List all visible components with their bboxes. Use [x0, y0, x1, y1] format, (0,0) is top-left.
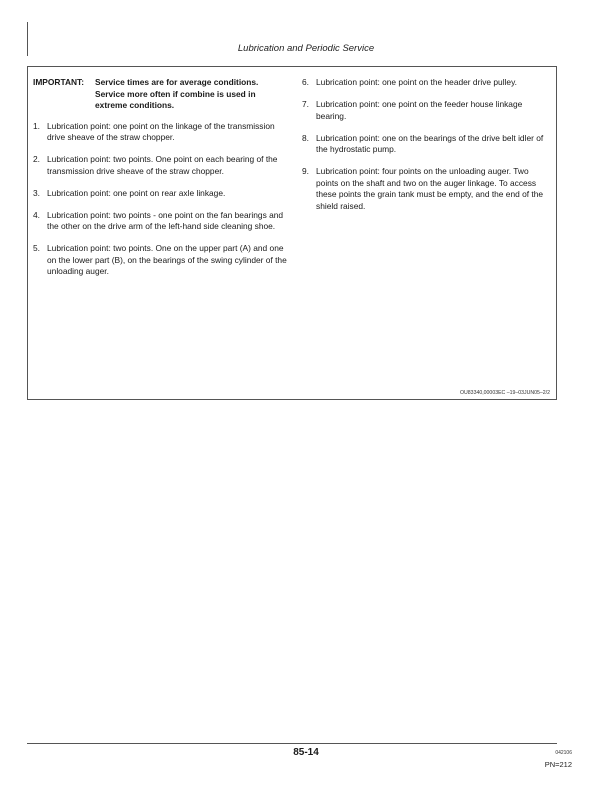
- content-frame: [27, 66, 557, 400]
- list-item-text: Lubrication point: one point on the linkage of the transmission drive sheave of the straw chopper.: [47, 120, 275, 142]
- list-item-text: Lubrication point: two points - one point on the fan bearings and the other on the drive arm of the left-hand side cleaning shoe.: [47, 209, 284, 231]
- list-item-text: Lubrication point: two points. One on the upper part (A) and one on the lower part (B), on the bearings of the swing cylinder of the unloading auger.: [47, 243, 287, 276]
- list-item: [302, 133, 547, 156]
- list-item-text: Lubrication point: one point on the header drive pulley.: [316, 77, 517, 87]
- list-item: [302, 166, 547, 212]
- important-notice: [33, 77, 288, 112]
- right-column: [302, 77, 547, 223]
- list-item-text: Lubrication point: four points on the unloading auger. Two points on the shaft and two on the auger linkage. To access these points the grain tank must be empty, and the end of the shield raised.: [316, 166, 544, 211]
- pn-number: PN=212: [544, 760, 572, 769]
- footer-rule: [27, 743, 557, 744]
- list-item: [33, 243, 288, 278]
- list-item-number: 6.: [302, 77, 309, 87]
- list-item: [33, 188, 288, 200]
- list-item-text: Lubrication point: two points. One point on each bearing of the transmission drive sheave of the straw chopper.: [47, 154, 278, 176]
- list-item-number: 7.: [302, 99, 309, 109]
- list-item-text: Lubrication point: one on the bearings of the drive belt idler of the hydrostatic pump.: [316, 132, 544, 154]
- list-item: [33, 121, 288, 144]
- list-item-number: 8.: [302, 132, 309, 143]
- list-item-number: 9.: [302, 166, 309, 176]
- list-item-text: Lubrication point: one point on rear axle linkage.: [47, 187, 226, 198]
- print-code: 042106: [555, 750, 572, 756]
- left-column: [33, 77, 288, 288]
- list-item: [33, 154, 288, 177]
- list-item: [302, 77, 547, 89]
- document-reference-code: OU83340,00003EC –19–03JUN05–2/2: [460, 390, 550, 396]
- important-text: Service times are for average conditions. Service more often if combine is used in extreme conditions.: [95, 77, 259, 110]
- page-number: 85-14: [293, 747, 319, 758]
- list-item-number: 5.: [33, 243, 40, 253]
- list-item: [302, 99, 547, 122]
- list-item-text: Lubrication point: one point on the feeder house linkage bearing.: [316, 99, 523, 121]
- list-item: [33, 210, 288, 233]
- list-item-number: 2.: [33, 154, 40, 164]
- important-label: IMPORTANT:: [33, 77, 85, 87]
- section-header-title: Lubrication and Periodic Service: [237, 43, 375, 54]
- list-item-number: 1.: [33, 120, 40, 131]
- list-item-number: 3.: [33, 187, 40, 198]
- list-item-number: 4.: [33, 209, 40, 220]
